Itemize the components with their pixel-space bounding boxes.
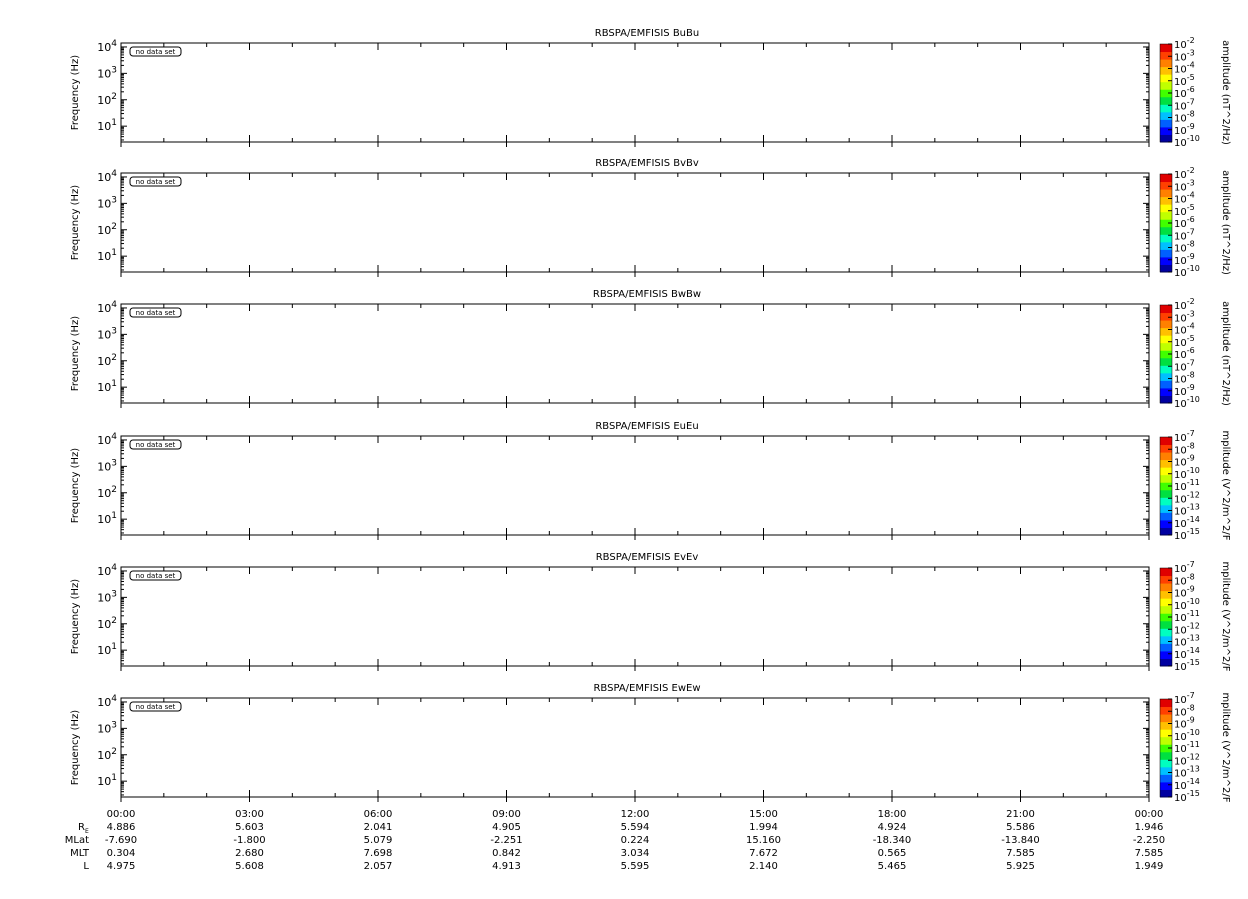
ephemeris-value: -18.340 bbox=[872, 835, 912, 846]
ephemeris-value: 4.905 bbox=[492, 822, 521, 833]
y-tick-label: $10^1$ bbox=[97, 642, 117, 658]
x-tick-label: 12:00 bbox=[620, 809, 650, 820]
colorbar-tick-label: $10^{-2}$ bbox=[1174, 166, 1195, 181]
colorbar-label: amplitude (nT^2/Hz) bbox=[1220, 301, 1231, 406]
colorbar-tick-label: $10^{-2}$ bbox=[1174, 297, 1195, 312]
colorbar-segment bbox=[1160, 737, 1172, 745]
spectrogram-panel bbox=[70, 421, 1231, 542]
colorbar-segment bbox=[1160, 242, 1172, 250]
colorbar-tick-label: $10^{-5}$ bbox=[1174, 72, 1195, 88]
no-data-label: no data set bbox=[135, 178, 176, 186]
colorbar-segment bbox=[1160, 512, 1172, 520]
y-tick-label: $10^2$ bbox=[97, 221, 117, 237]
ephemeris-value: 2.057 bbox=[363, 861, 393, 872]
plot-frame bbox=[121, 436, 1149, 535]
ephemeris-value: 5.594 bbox=[620, 822, 650, 833]
ephemeris-value: 5.925 bbox=[1006, 861, 1035, 872]
colorbar-tick-label: $10^{-9}$ bbox=[1174, 584, 1195, 600]
colorbar-segment bbox=[1160, 249, 1172, 257]
colorbar-segment bbox=[1160, 699, 1172, 707]
colorbar-label: mplitude (V^2/m^2/F bbox=[1220, 430, 1231, 541]
colorbar-segment bbox=[1160, 112, 1172, 120]
y-axis-label: Frequency (Hz) bbox=[70, 54, 81, 131]
ephemeris-value: 7.585 bbox=[1006, 848, 1035, 859]
panel-title: RBSPA/EMFISIS BvBv bbox=[595, 158, 699, 169]
colorbar-segment bbox=[1160, 320, 1172, 328]
colorbar-segment bbox=[1160, 343, 1172, 351]
spectrogram-panel bbox=[70, 552, 1231, 673]
colorbar-tick-label: $10^{-8}$ bbox=[1174, 441, 1195, 457]
colorbar-tick-label: $10^{-6}$ bbox=[1174, 85, 1195, 100]
colorbar-segment bbox=[1160, 636, 1172, 644]
y-tick-label: $10^4$ bbox=[97, 38, 117, 54]
y-tick-label: $10^4$ bbox=[97, 168, 117, 184]
colorbar-tick-label: $10^{-11}$ bbox=[1174, 740, 1200, 755]
x-tick-label: 21:00 bbox=[1006, 809, 1035, 820]
colorbar-segment bbox=[1160, 395, 1172, 403]
y-tick-label: $10^1$ bbox=[97, 511, 117, 527]
y-tick-label: $10^4$ bbox=[97, 562, 117, 578]
y-tick-label: $10^3$ bbox=[97, 458, 117, 474]
ephemeris-value: 5.465 bbox=[877, 861, 907, 872]
ephemeris-value: -13.840 bbox=[1001, 835, 1040, 846]
colorbar-tick-label: $10^{-4}$ bbox=[1174, 321, 1195, 337]
spectrogram-panel bbox=[70, 158, 1231, 279]
colorbar-tick-label: $10^{-15}$ bbox=[1174, 789, 1200, 804]
y-tick-label: $10^3$ bbox=[97, 326, 117, 342]
colorbar-tick-label: $10^{-15}$ bbox=[1174, 658, 1200, 673]
colorbar-tick-label: $10^{-2}$ bbox=[1174, 36, 1195, 51]
ephemeris-value: 0.565 bbox=[877, 848, 907, 859]
x-tick-label: 06:00 bbox=[363, 809, 393, 820]
x-tick-label: 03:00 bbox=[235, 809, 264, 820]
y-tick-label: $10^2$ bbox=[97, 615, 117, 631]
ephemeris-value: 4.913 bbox=[492, 861, 521, 872]
colorbar-segment bbox=[1160, 722, 1172, 730]
colorbar-segment bbox=[1160, 591, 1172, 599]
colorbar-tick-label: $10^{-9}$ bbox=[1174, 382, 1195, 398]
colorbar-segment bbox=[1160, 789, 1172, 797]
y-axis-label: Frequency (Hz) bbox=[70, 709, 81, 786]
ephemeris-value: 5.079 bbox=[363, 835, 393, 846]
panel-title: RBSPA/EMFISIS BwBw bbox=[592, 289, 702, 300]
colorbar-tick-label: $10^{-3}$ bbox=[1174, 48, 1195, 64]
spectrogram-panel bbox=[70, 28, 1231, 149]
ephemeris-value: 2.041 bbox=[363, 822, 393, 833]
ephemeris-subscript: E bbox=[85, 828, 89, 835]
colorbar-segment bbox=[1160, 182, 1172, 190]
colorbar-segment bbox=[1160, 490, 1172, 498]
y-tick-label: $10^1$ bbox=[97, 379, 117, 395]
y-tick-label: $10^2$ bbox=[97, 746, 117, 762]
colorbar-tick-label: $10^{-14}$ bbox=[1174, 514, 1200, 530]
colorbar-segment bbox=[1160, 651, 1172, 659]
y-axis-label: Frequency (Hz) bbox=[70, 447, 81, 524]
colorbar-tick-label: $10^{-11}$ bbox=[1174, 478, 1200, 493]
colorbar-segment bbox=[1160, 606, 1172, 614]
colorbar-tick-label: $10^{-9}$ bbox=[1174, 453, 1195, 469]
colorbar-segment bbox=[1160, 44, 1172, 52]
panel-title: RBSPA/EMFISIS EuEu bbox=[595, 421, 699, 432]
colorbar-label: amplitude (nT^2/Hz) bbox=[1220, 40, 1231, 145]
colorbar-tick-label: $10^{-10}$ bbox=[1174, 727, 1200, 743]
colorbar-segment bbox=[1160, 774, 1172, 782]
x-tick-label: 00:00 bbox=[106, 809, 136, 820]
ephemeris-label: L bbox=[83, 861, 89, 872]
colorbar-segment bbox=[1160, 52, 1172, 60]
colorbar-tick-label: $10^{-4}$ bbox=[1174, 60, 1195, 76]
no-data-label: no data set bbox=[135, 572, 176, 580]
colorbar-tick-label: $10^{-10}$ bbox=[1174, 465, 1200, 481]
ephemeris-value: 3.034 bbox=[620, 848, 650, 859]
colorbar-tick-label: $10^{-8}$ bbox=[1174, 109, 1195, 125]
ephemeris-value: 5.595 bbox=[620, 861, 650, 872]
colorbar-segment bbox=[1160, 707, 1172, 715]
colorbar-tick-label: $10^{-10}$ bbox=[1174, 264, 1200, 279]
colorbar-segment bbox=[1160, 119, 1172, 127]
plot-frame bbox=[121, 43, 1149, 142]
colorbar-segment bbox=[1160, 767, 1172, 775]
colorbar-tick-label: $10^{-13}$ bbox=[1174, 502, 1200, 518]
ephemeris-value: 5.603 bbox=[235, 822, 264, 833]
colorbar-tick-label: $10^{-10}$ bbox=[1174, 596, 1200, 612]
colorbar-segment bbox=[1160, 257, 1172, 265]
colorbar-segment bbox=[1160, 328, 1172, 336]
x-tick-label: 18:00 bbox=[877, 809, 907, 820]
colorbar-segment bbox=[1160, 658, 1172, 666]
no-data-label: no data set bbox=[135, 441, 176, 449]
colorbar-segment bbox=[1160, 388, 1172, 396]
colorbar-segment bbox=[1160, 264, 1172, 272]
y-tick-label: $10^3$ bbox=[97, 65, 117, 81]
panel-title: RBSPA/EMFISIS EwEw bbox=[593, 683, 701, 694]
colorbar-tick-label: $10^{-8}$ bbox=[1174, 572, 1195, 588]
colorbar-segment bbox=[1160, 380, 1172, 388]
y-tick-label: $10^4$ bbox=[97, 299, 117, 315]
colorbar-tick-label: $10^{-5}$ bbox=[1174, 202, 1195, 218]
colorbar-tick-label: $10^{-12}$ bbox=[1174, 621, 1200, 637]
colorbar-segment bbox=[1160, 621, 1172, 629]
panel-title: RBSPA/EMFISIS BuBu bbox=[594, 28, 700, 39]
y-tick-label: $10^1$ bbox=[97, 118, 117, 134]
ephemeris-value: 1.946 bbox=[1134, 822, 1164, 833]
colorbar-tick-label: $10^{-9}$ bbox=[1174, 715, 1195, 731]
ephemeris-value: 5.608 bbox=[235, 861, 264, 872]
y-tick-label: $10^3$ bbox=[97, 589, 117, 605]
colorbar-tick-label: $10^{-12}$ bbox=[1174, 752, 1200, 768]
no-data-label: no data set bbox=[135, 309, 176, 317]
ephemeris-value: -1.800 bbox=[233, 835, 266, 846]
colorbar-segment bbox=[1160, 576, 1172, 584]
colorbar-label: amplitude (nT^2/Hz) bbox=[1220, 170, 1231, 275]
colorbar-segment bbox=[1160, 373, 1172, 381]
y-tick-label: $10^2$ bbox=[97, 91, 117, 107]
colorbar-tick-label: $10^{-7}$ bbox=[1174, 97, 1195, 113]
colorbar-tick-label: $10^{-15}$ bbox=[1174, 527, 1200, 542]
plot-frame bbox=[121, 698, 1149, 797]
ephemeris-value: 15.160 bbox=[746, 835, 781, 846]
colorbar-label: mplitude (V^2/m^2/F bbox=[1220, 692, 1231, 803]
colorbar-segment bbox=[1160, 527, 1172, 535]
x-tick-label: 09:00 bbox=[492, 809, 521, 820]
ephemeris-value: -7.690 bbox=[104, 835, 138, 846]
spectrogram-panel bbox=[70, 683, 1231, 804]
colorbar-tick-label: $10^{-10}$ bbox=[1174, 134, 1200, 149]
colorbar-segment bbox=[1160, 437, 1172, 445]
colorbar-tick-label: $10^{-9}$ bbox=[1174, 251, 1195, 267]
colorbar-tick-label: $10^{-13}$ bbox=[1174, 764, 1200, 780]
ephemeris-value: 0.842 bbox=[492, 848, 521, 859]
colorbar-tick-label: $10^{-7}$ bbox=[1174, 560, 1195, 575]
colorbar-label: mplitude (V^2/m^2/F bbox=[1220, 561, 1231, 672]
y-axis-label: Frequency (Hz) bbox=[70, 578, 81, 655]
colorbar-tick-label: $10^{-7}$ bbox=[1174, 691, 1195, 706]
colorbar-segment bbox=[1160, 520, 1172, 528]
ephemeris-label: R bbox=[78, 822, 85, 833]
colorbar-segment bbox=[1160, 212, 1172, 220]
y-tick-label: $10^3$ bbox=[97, 720, 117, 736]
colorbar-segment bbox=[1160, 82, 1172, 90]
ephemeris-value: -2.251 bbox=[490, 835, 523, 846]
colorbar-tick-label: $10^{-14}$ bbox=[1174, 776, 1200, 792]
colorbar-tick-label: $10^{-10}$ bbox=[1174, 395, 1200, 410]
ephemeris-value: 2.140 bbox=[749, 861, 778, 872]
ephemeris-value: 7.672 bbox=[749, 848, 778, 859]
colorbar-tick-label: $10^{-5}$ bbox=[1174, 333, 1195, 349]
colorbar-segment bbox=[1160, 714, 1172, 722]
colorbar-tick-label: $10^{-11}$ bbox=[1174, 609, 1200, 624]
colorbar-segment bbox=[1160, 358, 1172, 366]
ephemeris-value: 5.586 bbox=[1006, 822, 1035, 833]
colorbar-tick-label: $10^{-8}$ bbox=[1174, 239, 1195, 255]
ephemeris-value: 2.680 bbox=[235, 848, 264, 859]
y-tick-label: $10^3$ bbox=[97, 195, 117, 211]
colorbar-segment bbox=[1160, 460, 1172, 468]
colorbar-segment bbox=[1160, 452, 1172, 460]
y-tick-label: $10^4$ bbox=[97, 693, 117, 709]
colorbar-tick-label: $10^{-4}$ bbox=[1174, 190, 1195, 206]
colorbar-segment bbox=[1160, 174, 1172, 182]
colorbar-segment bbox=[1160, 445, 1172, 453]
y-tick-label: $10^1$ bbox=[97, 773, 117, 789]
colorbar-segment bbox=[1160, 643, 1172, 651]
colorbar-segment bbox=[1160, 227, 1172, 235]
ephemeris-value: 1.949 bbox=[1134, 861, 1164, 872]
colorbar-segment bbox=[1160, 67, 1172, 75]
plot-frame bbox=[121, 304, 1149, 403]
colorbar-segment bbox=[1160, 134, 1172, 142]
colorbar-segment bbox=[1160, 475, 1172, 483]
colorbar-tick-label: $10^{-7}$ bbox=[1174, 429, 1195, 444]
y-axis-label: Frequency (Hz) bbox=[70, 315, 81, 392]
colorbar-tick-label: $10^{-8}$ bbox=[1174, 703, 1195, 719]
colorbar-tick-label: $10^{-6}$ bbox=[1174, 215, 1195, 230]
colorbar-segment bbox=[1160, 59, 1172, 67]
ephemeris-value: 4.886 bbox=[106, 822, 136, 833]
y-tick-label: $10^1$ bbox=[97, 248, 117, 264]
colorbar-segment bbox=[1160, 313, 1172, 321]
ephemeris-value: 0.304 bbox=[106, 848, 136, 859]
colorbar-tick-label: $10^{-9}$ bbox=[1174, 121, 1195, 137]
colorbar-segment bbox=[1160, 189, 1172, 197]
ephemeris-value: 7.698 bbox=[363, 848, 393, 859]
ephemeris-value: 7.585 bbox=[1134, 848, 1164, 859]
spectrogram-panel bbox=[70, 289, 1231, 410]
colorbar-segment bbox=[1160, 752, 1172, 760]
colorbar-tick-label: $10^{-6}$ bbox=[1174, 346, 1195, 361]
colorbar-tick-label: $10^{-13}$ bbox=[1174, 633, 1200, 649]
colorbar-tick-label: $10^{-3}$ bbox=[1174, 178, 1195, 194]
ephemeris-value: -2.250 bbox=[1132, 835, 1166, 846]
colorbar-tick-label: $10^{-12}$ bbox=[1174, 490, 1200, 506]
ephemeris-value: 4.924 bbox=[877, 822, 907, 833]
no-data-label: no data set bbox=[135, 703, 176, 711]
colorbar-tick-label: $10^{-3}$ bbox=[1174, 309, 1195, 325]
colorbar-segment bbox=[1160, 97, 1172, 105]
colorbar-segment bbox=[1160, 305, 1172, 313]
y-axis-label: Frequency (Hz) bbox=[70, 184, 81, 261]
x-tick-label: 15:00 bbox=[749, 809, 778, 820]
ephemeris-label: MLT bbox=[70, 848, 89, 859]
colorbar-tick-label: $10^{-7}$ bbox=[1174, 358, 1195, 374]
colorbar-segment bbox=[1160, 505, 1172, 513]
colorbar-tick-label: $10^{-8}$ bbox=[1174, 370, 1195, 386]
ephemeris-value: 1.994 bbox=[749, 822, 778, 833]
plot-frame bbox=[121, 173, 1149, 272]
ephemeris-value: 4.975 bbox=[106, 861, 136, 872]
panel-title: RBSPA/EMFISIS EvEv bbox=[595, 552, 699, 563]
no-data-label: no data set bbox=[135, 48, 176, 56]
colorbar-segment bbox=[1160, 568, 1172, 576]
colorbar-tick-label: $10^{-7}$ bbox=[1174, 227, 1195, 243]
colorbar-tick-label: $10^{-14}$ bbox=[1174, 645, 1200, 661]
plot-frame bbox=[121, 567, 1149, 666]
y-tick-label: $10^2$ bbox=[97, 352, 117, 368]
x-tick-label: 00:00 bbox=[1134, 809, 1164, 820]
ephemeris-label: MLat bbox=[64, 835, 89, 846]
y-tick-label: $10^4$ bbox=[97, 431, 117, 447]
colorbar-segment bbox=[1160, 782, 1172, 790]
time-axis bbox=[65, 809, 1165, 872]
colorbar-segment bbox=[1160, 583, 1172, 591]
ephemeris-value: 0.224 bbox=[620, 835, 650, 846]
y-tick-label: $10^2$ bbox=[97, 484, 117, 500]
colorbar-segment bbox=[1160, 127, 1172, 135]
colorbar-segment bbox=[1160, 197, 1172, 205]
